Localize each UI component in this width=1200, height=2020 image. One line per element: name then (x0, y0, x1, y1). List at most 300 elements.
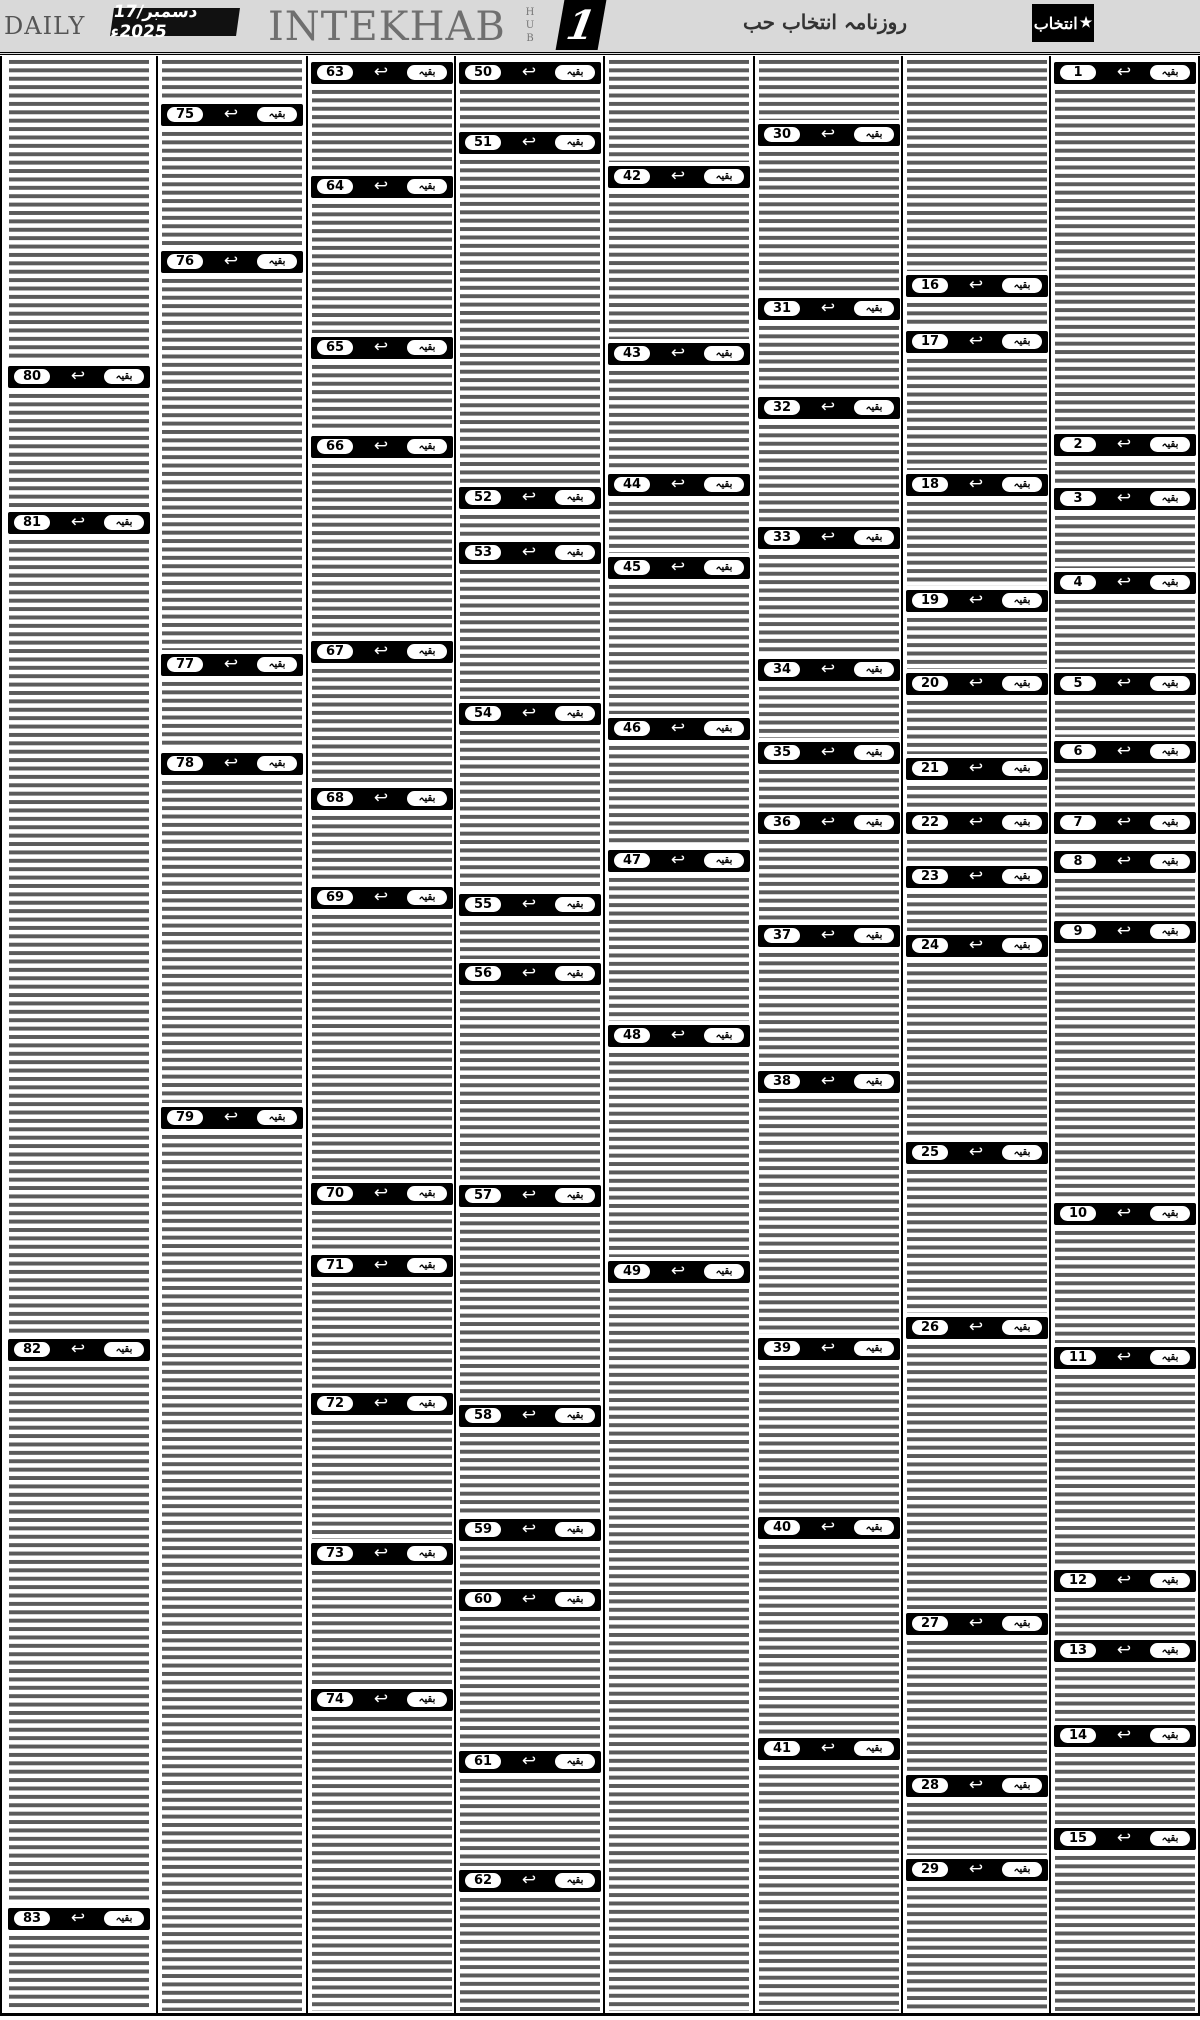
continuation-word: بقیہ (704, 346, 744, 361)
continuation-number: 82 (14, 1342, 50, 1357)
continuation-number: 77 (167, 657, 203, 672)
article-text-block (312, 1569, 452, 1685)
continuation-label (906, 1317, 1048, 1339)
continuation-word: بقیہ (104, 369, 144, 384)
continuation-word: بقیہ (104, 1911, 144, 1926)
article-text-block (312, 1209, 452, 1251)
masthead-logo (1032, 4, 1094, 42)
continuation-number: 42 (614, 169, 650, 184)
continuation-number: 33 (764, 530, 800, 545)
article-text-block (9, 1365, 149, 1904)
article-text-block (312, 462, 452, 637)
masthead (0, 0, 1200, 55)
arrow-left-icon: ↩ (1116, 62, 1132, 82)
continuation-label (161, 1107, 303, 1129)
continuation-number: 4 (1060, 575, 1096, 590)
continuation-number: 6 (1060, 744, 1096, 759)
continuation-number: 49 (614, 1264, 650, 1279)
article-text-block (1055, 767, 1195, 808)
continuation-label (1054, 572, 1196, 594)
arrow-left-icon: ↩ (820, 397, 836, 417)
continuation-number: 17 (912, 334, 948, 349)
continuation-number: 51 (465, 135, 501, 150)
continuation-word: بقیہ (854, 127, 894, 142)
continuation-word: بقیہ (555, 1592, 595, 1607)
continuation-number: 72 (317, 1396, 353, 1411)
article-text-block (907, 784, 1047, 808)
continuation-label (906, 1775, 1048, 1797)
continuation-label (906, 1859, 1048, 1881)
continuation-label (459, 1185, 601, 1207)
article-text-block (907, 500, 1047, 586)
continuation-word: بقیہ (854, 1074, 894, 1089)
continuation-number: 8 (1060, 854, 1096, 869)
continuation-number: 22 (912, 815, 948, 830)
continuation-word: بقیہ (555, 65, 595, 80)
continuation-number: 30 (764, 127, 800, 142)
article-text-block (907, 961, 1047, 1138)
article-text-block (312, 1715, 452, 2011)
continuation-number: 39 (764, 1341, 800, 1356)
continuation-word: بقیہ (1150, 815, 1190, 830)
article-text-block (460, 88, 600, 128)
continuation-label (459, 542, 601, 564)
continuation-label (459, 132, 601, 154)
arrow-left-icon: ↩ (1116, 1347, 1132, 1367)
article-text-block (460, 1615, 600, 1747)
article-text-block (1055, 699, 1195, 737)
continuation-label (311, 887, 453, 909)
article-text-block (609, 744, 749, 846)
arrow-left-icon: ↩ (968, 590, 984, 610)
arrow-left-icon: ↩ (373, 887, 389, 907)
continuation-label (311, 788, 453, 810)
continuation-number: 35 (764, 745, 800, 760)
continuation-label (8, 1908, 150, 1930)
continuation-word: بقیہ (1150, 1728, 1190, 1743)
continuation-word: بقیہ (854, 1741, 894, 1756)
continuation-number: 56 (465, 966, 501, 981)
arrow-left-icon: ↩ (1116, 851, 1132, 871)
arrow-left-icon: ↩ (968, 1613, 984, 1633)
continuation-word: بقیہ (407, 1258, 447, 1273)
continuation-label (758, 812, 900, 834)
article-text-block (907, 1801, 1047, 1855)
continuation-number: 11 (1060, 1350, 1096, 1365)
continuation-label (459, 1870, 601, 1892)
article-text-block (759, 1364, 899, 1513)
continuation-number: 70 (317, 1186, 353, 1201)
masthead-title: INTEKHAB (268, 4, 506, 50)
continuation-number: 13 (1060, 1643, 1096, 1658)
continuation-number: 12 (1060, 1573, 1096, 1588)
arrow-left-icon: ↩ (670, 474, 686, 494)
continuation-number: 26 (912, 1320, 948, 1335)
article-text-block (759, 150, 899, 294)
arrow-left-icon: ↩ (1116, 1725, 1132, 1745)
continuation-label (608, 557, 750, 579)
arrow-left-icon: ↩ (968, 1142, 984, 1162)
continuation-label (459, 894, 601, 916)
continuation-number: 80 (14, 369, 50, 384)
continuation-word: بقیہ (1150, 1643, 1190, 1658)
continuation-number: 7 (1060, 815, 1096, 830)
arrow-left-icon: ↩ (968, 1859, 984, 1879)
continuation-label (758, 742, 900, 764)
continuation-number: 15 (1060, 1831, 1096, 1846)
continuation-word: بقیہ (704, 1028, 744, 1043)
arrow-left-icon: ↩ (1116, 1203, 1132, 1223)
arrow-left-icon: ↩ (820, 298, 836, 318)
continuation-number: 61 (465, 1754, 501, 1769)
continuation-number: 44 (614, 477, 650, 492)
continuation-word: بقیہ (1002, 1616, 1042, 1631)
continuation-word: بقیہ (1150, 1831, 1190, 1846)
arrow-left-icon: ↩ (521, 1185, 537, 1205)
bottom-rule (0, 2013, 1200, 2016)
column-rule (753, 56, 755, 2014)
continuation-word: بقیہ (1002, 1145, 1042, 1160)
continuation-word: بقیہ (704, 853, 744, 868)
continuation-number: 46 (614, 721, 650, 736)
continuation-word: بقیہ (257, 254, 297, 269)
article-text-block (162, 58, 302, 100)
arrow-left-icon: ↩ (968, 331, 984, 351)
masthead-daily: DAILY (4, 12, 86, 40)
article-text-block (312, 1419, 452, 1539)
continuation-label (758, 527, 900, 549)
continuation-number: 78 (167, 756, 203, 771)
continuation-label (459, 1519, 601, 1541)
continuation-word: بقیہ (555, 1754, 595, 1769)
continuation-number: 38 (764, 1074, 800, 1089)
news-column (309, 58, 455, 2013)
news-column (756, 58, 902, 2013)
continuation-word: بقیہ (257, 107, 297, 122)
continuation-number: 54 (465, 706, 501, 721)
arrow-left-icon: ↩ (223, 251, 239, 271)
article-text-block (609, 876, 749, 1021)
article-text-block (162, 680, 302, 749)
article-text-block (312, 814, 452, 883)
logo-text: انتخاب (1033, 13, 1078, 33)
article-text-block (312, 913, 452, 1179)
continuation-word: بقیہ (104, 1342, 144, 1357)
article-text-block (907, 1639, 1047, 1771)
continuation-number: 18 (912, 477, 948, 492)
continuation-number: 50 (465, 65, 501, 80)
arrow-left-icon: ↩ (820, 812, 836, 832)
continuation-number: 65 (317, 340, 353, 355)
continuation-number: 5 (1060, 676, 1096, 691)
continuation-label (608, 343, 750, 365)
continuation-label (608, 474, 750, 496)
continuation-label (906, 474, 1048, 496)
continuation-word: بقیہ (1002, 815, 1042, 830)
continuation-word: بقیہ (555, 1408, 595, 1423)
arrow-left-icon: ↩ (820, 659, 836, 679)
arrow-left-icon: ↩ (1116, 1570, 1132, 1590)
article-text-block (1055, 1751, 1195, 1824)
continuation-word: بقیہ (1150, 575, 1190, 590)
continuation-word: بقیہ (257, 1110, 297, 1125)
arrow-left-icon: ↩ (521, 62, 537, 82)
arrow-left-icon: ↩ (1116, 921, 1132, 941)
continuation-word: بقیہ (1150, 1206, 1190, 1221)
article-text-block (609, 1051, 749, 1257)
continuation-label (1054, 741, 1196, 763)
news-column (904, 58, 1050, 2013)
continuation-number: 34 (764, 662, 800, 677)
article-text-block (759, 685, 899, 738)
continuation-word: بقیہ (854, 815, 894, 830)
arrow-left-icon: ↩ (820, 124, 836, 144)
article-text-block (907, 1343, 1047, 1609)
article-text-block (1055, 838, 1195, 847)
continuation-number: 81 (14, 515, 50, 530)
continuation-label (161, 654, 303, 676)
continuation-number: 45 (614, 560, 650, 575)
continuation-word: بقیہ (555, 897, 595, 912)
arrow-left-icon: ↩ (968, 866, 984, 886)
arrow-left-icon: ↩ (70, 366, 86, 386)
article-text-block (162, 779, 302, 1103)
article-text-block (759, 1097, 899, 1334)
article-text-block (759, 58, 899, 120)
continuation-word: بقیہ (555, 135, 595, 150)
continuation-label (311, 436, 453, 458)
arrow-left-icon: ↩ (670, 850, 686, 870)
continuation-word: بقیہ (1002, 761, 1042, 776)
continuation-number: 9 (1060, 924, 1096, 939)
arrow-left-icon: ↩ (670, 343, 686, 363)
article-text-block (312, 88, 452, 172)
continuation-number: 41 (764, 1741, 800, 1756)
continuation-number: 14 (1060, 1728, 1096, 1743)
article-text-block (1055, 460, 1195, 484)
article-text-block (759, 1764, 899, 2011)
continuation-number: 10 (1060, 1206, 1096, 1221)
arrow-left-icon: ↩ (1116, 1828, 1132, 1848)
arrow-left-icon: ↩ (968, 474, 984, 494)
arrow-left-icon: ↩ (1116, 572, 1132, 592)
article-text-block (609, 1287, 749, 2011)
continuation-word: بقیہ (407, 1692, 447, 1707)
continuation-word: بقیہ (555, 490, 595, 505)
continuation-word: بقیہ (407, 340, 447, 355)
arrow-left-icon: ↩ (670, 166, 686, 186)
continuation-label (311, 1543, 453, 1565)
arrow-left-icon: ↩ (521, 1870, 537, 1890)
continuation-number: 24 (912, 938, 948, 953)
article-text-block (759, 951, 899, 1067)
continuation-word: بقیہ (555, 966, 595, 981)
continuation-label (311, 1393, 453, 1415)
page-border (0, 56, 2, 2014)
continuation-label (1054, 488, 1196, 510)
continuation-label (311, 1255, 453, 1277)
continuation-label (906, 866, 1048, 888)
article-text-block (460, 1211, 600, 1401)
arrow-left-icon: ↩ (373, 436, 389, 456)
article-text-block (1055, 1854, 1195, 2011)
continuation-number: 69 (317, 890, 353, 905)
column-rule (306, 56, 308, 2014)
continuation-label (758, 1517, 900, 1539)
continuation-label (758, 397, 900, 419)
continuation-label (459, 703, 601, 725)
continuation-word: بقیہ (1002, 334, 1042, 349)
news-column (6, 58, 152, 2013)
continuation-number: 20 (912, 676, 948, 691)
continuation-label (758, 925, 900, 947)
continuation-word: بقیہ (1150, 924, 1190, 939)
continuation-word: بقیہ (854, 301, 894, 316)
continuation-word: بقیہ (407, 439, 447, 454)
continuation-word: بقیہ (555, 706, 595, 721)
article-text-block (907, 616, 1047, 669)
arrow-left-icon: ↩ (223, 753, 239, 773)
article-text-block (312, 667, 452, 784)
article-text-block (460, 1777, 600, 1866)
continuation-label (758, 1338, 900, 1360)
page-number: 1 (556, 0, 607, 50)
continuation-word: بقیہ (257, 756, 297, 771)
article-text-block (460, 158, 600, 483)
continuation-word: بقیہ (257, 657, 297, 672)
continuation-label (1054, 1725, 1196, 1747)
article-text-block (907, 699, 1047, 754)
article-text-block (609, 369, 749, 470)
continuation-label (1054, 1640, 1196, 1662)
continuation-word: بقیہ (555, 1873, 595, 1888)
continuation-number: 37 (764, 928, 800, 943)
hub-letter: H (525, 7, 535, 18)
continuation-number: 36 (764, 815, 800, 830)
arrow-left-icon: ↩ (70, 1339, 86, 1359)
arrow-left-icon: ↩ (968, 275, 984, 295)
arrow-left-icon: ↩ (968, 935, 984, 955)
arrow-left-icon: ↩ (1116, 812, 1132, 832)
continuation-label (1054, 921, 1196, 943)
article-text-block (907, 1885, 1047, 2011)
continuation-number: 55 (465, 897, 501, 912)
continuation-label (459, 1751, 601, 1773)
continuation-word: بقیہ (407, 791, 447, 806)
arrow-left-icon: ↩ (373, 1393, 389, 1413)
continuation-number: 29 (912, 1862, 948, 1877)
article-text-block (907, 301, 1047, 327)
arrow-left-icon: ↩ (373, 176, 389, 196)
continuation-word: بقیہ (1150, 744, 1190, 759)
article-text-block (1055, 1596, 1195, 1636)
article-text-block (312, 202, 452, 333)
continuation-label (311, 1689, 453, 1711)
continuation-label (459, 487, 601, 509)
arrow-left-icon: ↩ (373, 1543, 389, 1563)
continuation-label (1054, 1570, 1196, 1592)
continuation-number: 23 (912, 869, 948, 884)
continuation-word: بقیہ (1150, 65, 1190, 80)
continuation-word: بقیہ (1002, 1862, 1042, 1877)
continuation-word: بقیہ (555, 545, 595, 560)
continuation-label (311, 176, 453, 198)
article-text-block (907, 1168, 1047, 1313)
article-text-block (460, 513, 600, 538)
continuation-label (8, 366, 150, 388)
continuation-word: بقیہ (704, 169, 744, 184)
article-text-block (1055, 1373, 1195, 1566)
arrow-left-icon: ↩ (820, 1338, 836, 1358)
article-text-block (609, 500, 749, 553)
continuation-label (758, 659, 900, 681)
article-text-block (759, 423, 899, 523)
continuation-label (311, 62, 453, 84)
hub-letter: B (526, 33, 534, 44)
continuation-word: بقیہ (555, 1522, 595, 1537)
continuation-word: بقیہ (1150, 676, 1190, 691)
arrow-left-icon: ↩ (968, 673, 984, 693)
arrow-left-icon: ↩ (1116, 1640, 1132, 1660)
arrow-left-icon: ↩ (1116, 434, 1132, 454)
arrow-left-icon: ↩ (373, 62, 389, 82)
masthead-date: 17/دسمبر 2025ء (110, 8, 240, 36)
continuation-label (906, 590, 1048, 612)
article-text-block (162, 277, 302, 650)
continuation-number: 67 (317, 644, 353, 659)
article-text-block (460, 1431, 600, 1515)
arrow-left-icon: ↩ (70, 1908, 86, 1928)
continuation-label (906, 812, 1048, 834)
arrow-left-icon: ↩ (820, 1738, 836, 1758)
article-text-block (460, 1545, 600, 1585)
continuation-number: 59 (465, 1522, 501, 1537)
column-rule (156, 56, 158, 2014)
arrow-left-icon: ↩ (1116, 673, 1132, 693)
arrow-left-icon: ↩ (521, 542, 537, 562)
continuation-label (608, 1025, 750, 1047)
continuation-word: بقیہ (104, 515, 144, 530)
arrow-left-icon: ↩ (373, 1689, 389, 1709)
arrow-left-icon: ↩ (968, 1775, 984, 1795)
continuation-label (8, 512, 150, 534)
arrow-left-icon: ↩ (670, 557, 686, 577)
continuation-number: 52 (465, 490, 501, 505)
continuation-label (1054, 851, 1196, 873)
continuation-word: بقیہ (704, 477, 744, 492)
continuation-number: 83 (14, 1911, 50, 1926)
continuation-number: 73 (317, 1546, 353, 1561)
article-text-block (460, 920, 600, 959)
continuation-word: بقیہ (704, 721, 744, 736)
article-text-block (1055, 598, 1195, 669)
continuation-number: 63 (317, 65, 353, 80)
continuation-label (608, 718, 750, 740)
continuation-label (906, 673, 1048, 695)
news-column (457, 58, 603, 2013)
continuation-word: بقیہ (704, 560, 744, 575)
continuation-word: بقیہ (1002, 477, 1042, 492)
continuation-number: 2 (1060, 437, 1096, 452)
continuation-number: 28 (912, 1778, 948, 1793)
continuation-label (906, 1142, 1048, 1164)
continuation-label (758, 124, 900, 146)
continuation-label (758, 1738, 900, 1760)
continuation-label (459, 1589, 601, 1611)
arrow-left-icon: ↩ (70, 512, 86, 532)
continuation-word: بقیہ (1002, 676, 1042, 691)
continuation-label (311, 337, 453, 359)
